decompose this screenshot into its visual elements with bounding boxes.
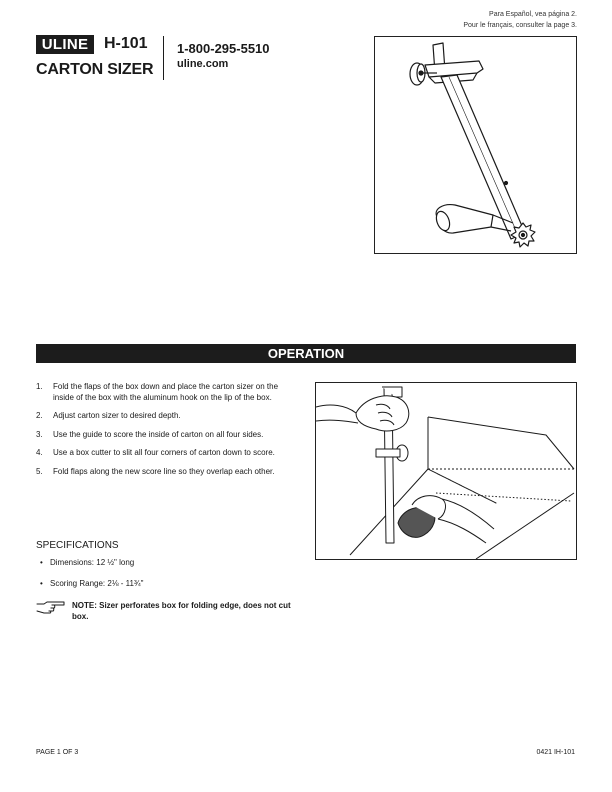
page-number: PAGE 1 OF 3 bbox=[36, 749, 79, 756]
specifications-list bbox=[40, 558, 143, 600]
step-item: 4. Use a box cutter to slit all four corners of carton down to score. bbox=[36, 448, 275, 457]
uline-logo: ULINE bbox=[36, 35, 94, 54]
operation-illustration bbox=[315, 382, 577, 560]
step-item: 5. Fold flaps along the new score line so they overlap each other. bbox=[36, 466, 275, 476]
french-notice: Pour le français, consulter la page 3. bbox=[463, 22, 577, 29]
step-item: 3. Use the guide to score the inside of carton on all four sides. bbox=[36, 429, 264, 439]
product-title: CARTON SIZER bbox=[36, 61, 154, 78]
model-number: H-101 bbox=[104, 35, 148, 52]
spec-item: • Dimensions: 12 ½" long bbox=[40, 558, 135, 567]
website: uline.com bbox=[177, 58, 229, 70]
pointing-hand-icon bbox=[36, 600, 66, 614]
product-illustration bbox=[374, 36, 577, 254]
box-scoring-drawing bbox=[316, 383, 576, 559]
spanish-notice: Para Español, vea página 2. bbox=[489, 11, 577, 18]
carton-sizer-drawing bbox=[375, 37, 576, 253]
header-divider bbox=[163, 36, 164, 80]
spec-item: • Scoring Range: 2⅛ - 11¾" bbox=[40, 579, 144, 588]
note-text: NOTE: Sizer perforates box for folding edge, does not cut box. bbox=[72, 601, 291, 621]
operation-heading: OPERATION bbox=[36, 344, 576, 363]
operation-steps bbox=[36, 382, 292, 485]
phone-number: 1-800-295-5510 bbox=[177, 41, 270, 56]
step-item: 1. Fold the flaps of the box down and place the carton sizer on the inside of the box with the aluminum hook on the lip of the box. bbox=[36, 382, 279, 402]
document-code: 0421 IH-101 bbox=[536, 749, 575, 756]
step-item: 2. Adjust carton sizer to desired depth. bbox=[36, 411, 181, 420]
specifications-heading: SPECIFICATIONS bbox=[36, 540, 119, 551]
